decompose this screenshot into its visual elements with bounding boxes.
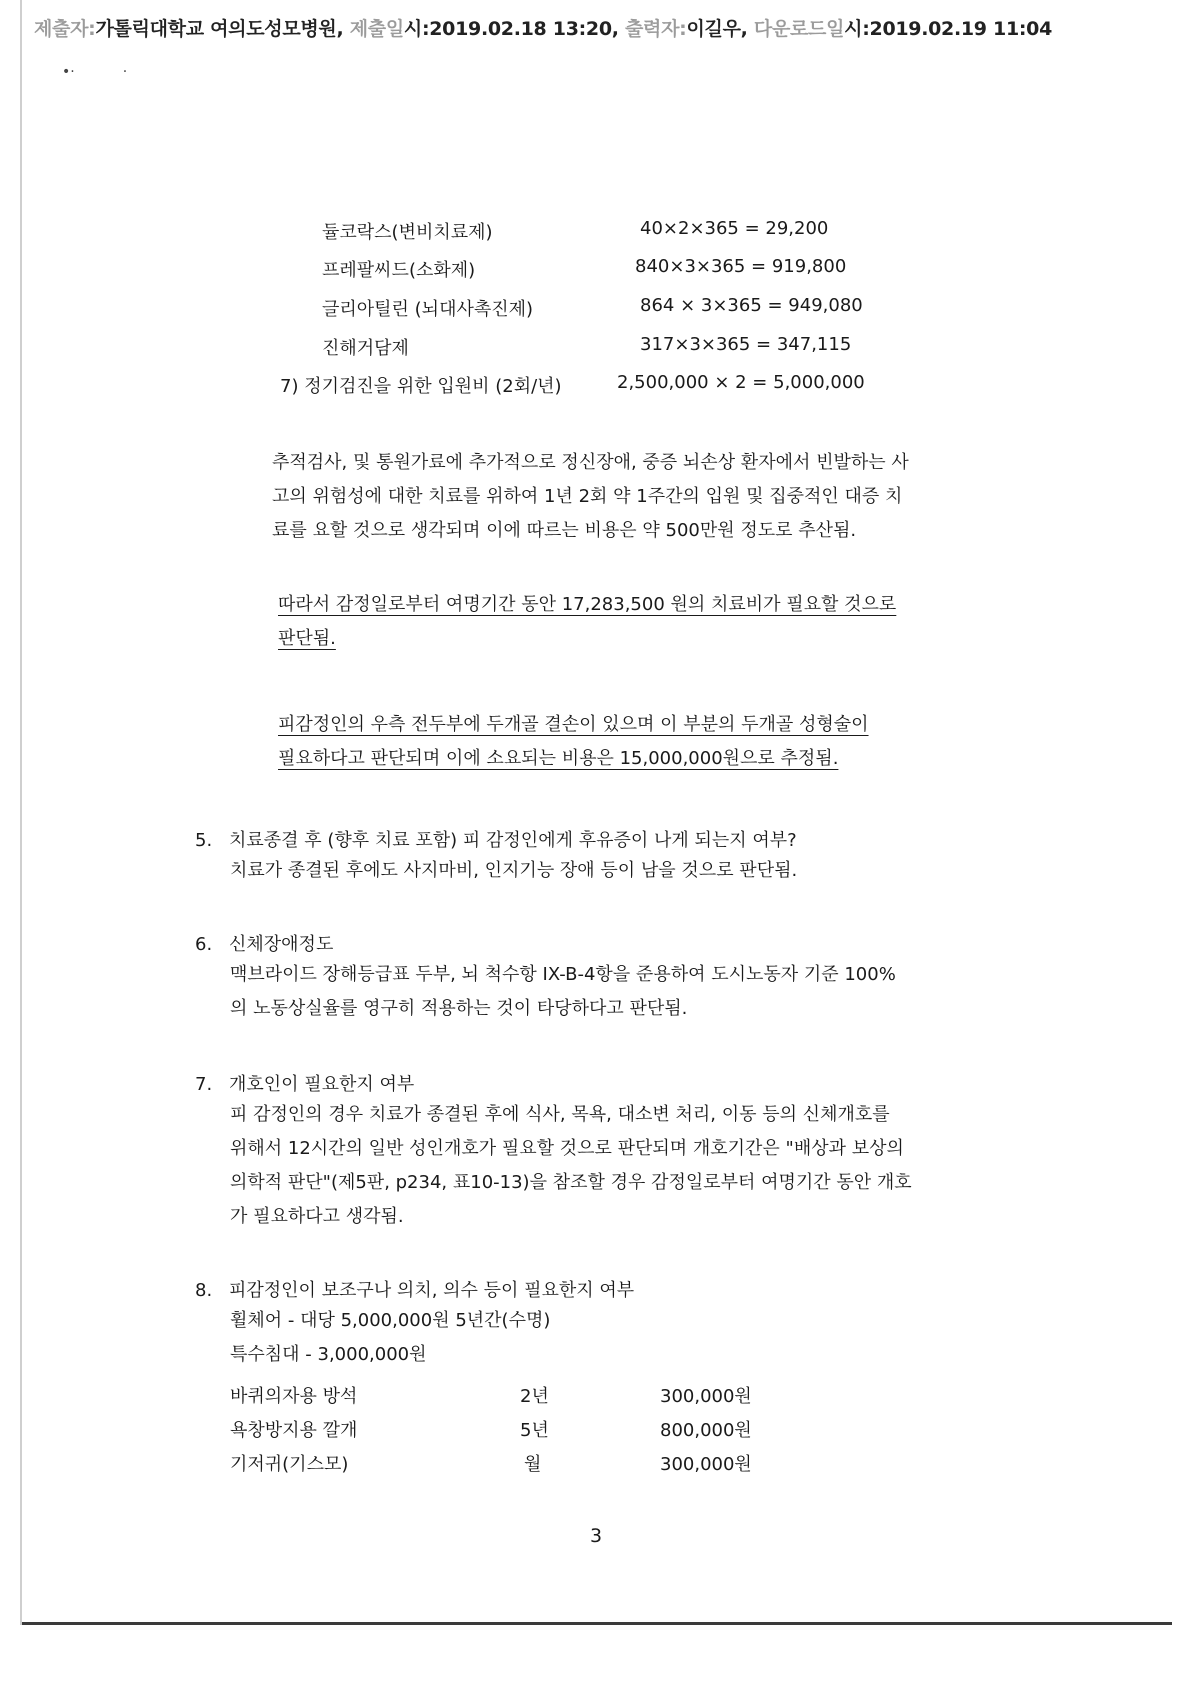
section-7-line-4: 가 필요하다고 생각됨. bbox=[230, 1206, 404, 1227]
section-5-body bbox=[230, 854, 797, 888]
download-header bbox=[34, 14, 1052, 41]
section-6-number: 6. bbox=[195, 934, 213, 955]
skull-line-1: 피감정인의 우측 전두부에 두개골 결손이 있으며 이 부분의 두개골 성형술이 bbox=[278, 714, 869, 735]
med-calc-4: 317×3×365 = 347,115 bbox=[640, 334, 852, 355]
scan-dot: · bbox=[122, 64, 128, 80]
med-name-1: 듈코락스(변비치료제) bbox=[322, 222, 493, 243]
assistive-cost: 300,000원 bbox=[660, 1386, 752, 1407]
section-6-line-2: 의 노동상실율를 영구히 적용하는 것이 타당하다고 판단됨. bbox=[230, 998, 688, 1019]
header-printer: 이길우, bbox=[686, 18, 748, 40]
section-7-heading bbox=[195, 1070, 414, 1096]
assistive-cost: 800,000원 bbox=[660, 1420, 752, 1441]
scan-dot: •· bbox=[62, 64, 75, 80]
header-label-submitter: 제출자: bbox=[34, 18, 96, 40]
med-calc-3: 864 × 3×365 = 949,080 bbox=[640, 295, 863, 316]
header-label-submit-date: 제출일 bbox=[349, 18, 404, 40]
section-6-body bbox=[230, 958, 896, 1026]
assistive-cost: 300,000원 bbox=[660, 1454, 752, 1475]
section-7-body bbox=[230, 1098, 912, 1234]
section-6-heading bbox=[195, 930, 333, 956]
followup-paragraph bbox=[272, 446, 1012, 548]
section-7-line-1: 피 감정인의 경우 치료가 종결된 후에 식사, 목욕, 대소변 처리, 이동 등의 신체개호를 bbox=[230, 1104, 890, 1125]
checkup-label: 7) 정기검진을 위한 입원비 (2회/년) bbox=[280, 376, 562, 397]
assistive-period: 월 bbox=[524, 1454, 542, 1475]
assistive-period: 5년 bbox=[520, 1420, 549, 1441]
med-calc-1: 40×2×365 = 29,200 bbox=[640, 218, 829, 239]
section-8-heading bbox=[195, 1276, 634, 1302]
assistive-name: 기저귀(기스모) bbox=[230, 1454, 349, 1475]
page-border-left bbox=[20, 0, 22, 1625]
section-6-line-1: 맥브라이드 장해등급표 두부, 뇌 척수항 IX-B-4항을 준용하여 도시노동자 기준 100% bbox=[230, 964, 896, 985]
section-5-number: 5. bbox=[195, 830, 213, 851]
skull-line-2: 필요하다고 판단되며 이에 소요되는 비용은 15,000,000원으로 추정됨. bbox=[278, 748, 839, 769]
page-border-bottom bbox=[22, 1622, 1172, 1625]
followup-line-3: 료를 요할 것으로 생각되며 이에 따르는 비용은 약 500만원 정도로 추산됨. bbox=[272, 520, 857, 541]
header-label-printer: 출력자: bbox=[625, 18, 687, 40]
section-5-line-1: 치료가 종결된 후에도 사지마비, 인지기능 장애 등이 남을 것으로 판단됨. bbox=[230, 860, 798, 881]
section-8-wheelchair: 휠체어 - 대당 5,000,000원 5년간(수명) bbox=[230, 1310, 551, 1331]
total-line-2: 판단됨. bbox=[278, 628, 336, 649]
header-download-time: 시:2019.02.19 11:04 bbox=[844, 18, 1053, 40]
skull-surgery-paragraph bbox=[278, 708, 1018, 776]
section-7-line-3: 의학적 판단"(제5판, p234, 표10-13)을 참조할 경우 감정일로부터 여명기간 동안 개호 bbox=[230, 1172, 912, 1193]
followup-line-2: 고의 위험성에 대한 치료를 위하여 1년 2회 약 1주간의 입원 및 집중적인 대증 치 bbox=[272, 486, 903, 507]
section-8-body bbox=[230, 1304, 550, 1372]
section-8-number: 8. bbox=[195, 1280, 213, 1301]
header-submit-time: 시:2019.02.18 13:20, bbox=[403, 18, 619, 40]
section-5-title: 치료종결 후 (향후 치료 포함) 피 감정인에게 후유증이 나게 되는지 여부? bbox=[229, 830, 797, 851]
section-8-bed: 특수침대 - 3,000,000원 bbox=[230, 1344, 427, 1365]
header-institution: 가톨릭대학교 여의도성모병원, bbox=[95, 18, 344, 40]
section-8-title: 피감정인이 보조구나 의치, 의수 등이 필요한지 여부 bbox=[229, 1280, 635, 1301]
med-name-4: 진해거담제 bbox=[322, 338, 409, 359]
scan-marks bbox=[62, 64, 175, 80]
page-number: 3 bbox=[590, 1525, 603, 1547]
assistive-name: 욕창방지용 깔개 bbox=[230, 1420, 358, 1441]
total-line-1: 따라서 감정일로부터 여명기간 동안 17,283,500 원의 치료비가 필요할 것으로 bbox=[278, 594, 897, 615]
assistive-name: 바퀴의자용 방석 bbox=[230, 1386, 358, 1407]
section-6-title: 신체장애정도 bbox=[229, 934, 334, 955]
med-name-3: 글리아틸린 (뇌대사촉진제) bbox=[322, 299, 534, 320]
header-label-download: 다운로드일 bbox=[753, 18, 845, 40]
med-name-2: 프레팔씨드(소화제) bbox=[322, 260, 476, 281]
followup-line-1: 추적검사, 및 통원가료에 추가적으로 정신장애, 중증 뇌손상 환자에서 빈발하는 사 bbox=[272, 452, 909, 473]
section-7-title: 개호인이 필요한지 여부 bbox=[229, 1074, 415, 1095]
checkup-calc: 2,500,000 × 2 = 5,000,000 bbox=[617, 372, 865, 393]
section-7-line-2: 위해서 12시간의 일반 성인개호가 필요할 것으로 판단되며 개호기간은 "배상과 보상의 bbox=[230, 1138, 904, 1159]
med-calc-2: 840×3×365 = 919,800 bbox=[635, 256, 847, 277]
assistive-period: 2년 bbox=[520, 1386, 549, 1407]
total-cost-paragraph bbox=[278, 588, 1018, 656]
section-5-heading bbox=[195, 826, 797, 852]
section-7-number: 7. bbox=[195, 1074, 213, 1095]
